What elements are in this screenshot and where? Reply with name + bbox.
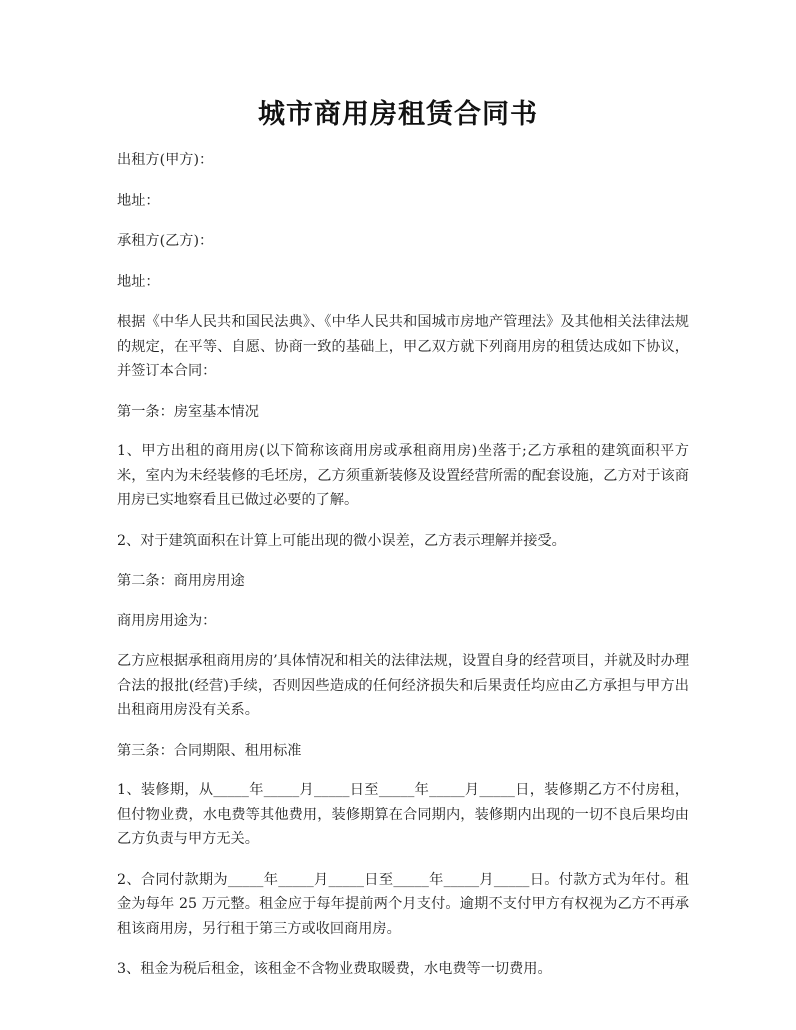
article-3-clause-1: 1、装修期，从_____年_____月_____日至_____年_____月_____日，装修期乙方不付房租，但付物业费，水电费等其他费用，装修期算在合同期内，装修期内出现的一切不良后果均由乙方负责与甲方无关。 <box>117 782 689 847</box>
article-1-clause-2: 2、对于建筑面积在计算上可能出现的微小误差，乙方表示理解并接受。 <box>117 532 566 549</box>
article-2-heading: 第二条：商用房用途 <box>117 573 245 589</box>
lessee-address-line: 地址： <box>117 273 160 290</box>
lessor-address-line: 地址： <box>117 192 160 209</box>
preamble-paragraph: 根据《中华人民共和国民法典》、《中华人民共和国城市房地产管理法》及其他相关法律法规的规定，在平等、自愿、协商一致的基础上，甲乙双方就下列商用房的租赁达成如下协议，并签订本合同： <box>117 314 689 379</box>
article-2-usage-line: 商用房用途为： <box>117 612 217 629</box>
article-2-paragraph: 乙方应根据承租商用房的’具体情况和相关的法律法规，设置自身的经营项目，并就及时办理合法的报批(经营)手续，否则因些造成的任何经济损失和后果责任均应由乙方承担与甲方出出租商用房没有关系。 <box>117 653 690 718</box>
article-1-heading: 第一条：房室基本情况 <box>117 403 259 420</box>
document-body <box>117 148 689 998</box>
article-1-clause-1: 1、甲方出租的商用房(以下简称该商用房或承租商用房)坐落于;乙方承租的建筑面积平方米，室内为未经装修的毛坯房，乙方须重新装修及设置经营所需的配套设施，乙方对于该商用房已实地察看且已做过必要的了解。 <box>117 443 689 508</box>
document-title: 城市商用房租赁合同书 <box>258 99 538 130</box>
lessor-line: 出租方(甲方)： <box>117 152 214 168</box>
article-3-clause-2: 2、合同付款期为_____年_____月_____日至_____年_____月_____日。付款方式为年付。租金为每年 25 万元整。租金应于每年提前两个月支付。逾期不支付甲方有权视为乙方不再承租该商用房，另行租于第三方或收回商用房。 <box>117 871 689 937</box>
lessee-line: 承租方(乙方)： <box>117 233 214 249</box>
article-3-heading: 第三条：合同期限、租用标准 <box>117 742 302 759</box>
article-3-clause-3: 3、租金为税后租金，该租金不含物业费取暖费，水电费等一切费用。 <box>117 961 552 977</box>
